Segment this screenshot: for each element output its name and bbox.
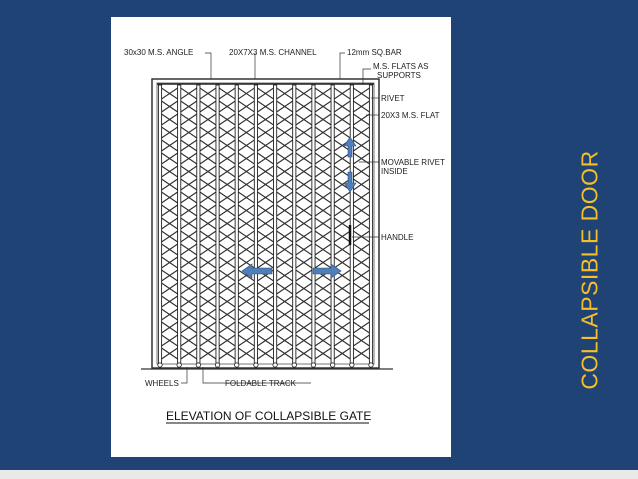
- lattice-strap: [256, 100, 275, 360]
- vertical-channel: [350, 85, 353, 364]
- wheel: [177, 363, 181, 367]
- lattice-strap: [275, 100, 294, 360]
- leader-lines: [181, 53, 379, 383]
- vertical-channel: [254, 85, 257, 364]
- label-flat: 20X3 M.S. FLAT: [381, 111, 440, 120]
- lattice-strap: [313, 100, 332, 360]
- wheel: [330, 363, 334, 367]
- vertical-channel: [293, 85, 296, 364]
- label-flats-line1: M.S. FLATS AS: [373, 62, 429, 71]
- label-handle: HANDLE: [381, 233, 414, 242]
- vertical-channel: [369, 85, 372, 364]
- label-rivet: RIVET: [381, 94, 405, 103]
- lattice-strap: [352, 100, 371, 360]
- vertical-channel: [216, 85, 219, 364]
- lattice-strap: [352, 100, 371, 360]
- lattice-strap: [218, 100, 237, 360]
- diagram-caption: ELEVATION OF COLLAPSIBLE GATE: [166, 409, 372, 423]
- lattice-strap: [294, 100, 313, 360]
- lattice-strap: [275, 100, 294, 360]
- wheel: [158, 363, 162, 367]
- wheel: [311, 363, 315, 367]
- label-movable-line2: INSIDE: [381, 167, 408, 176]
- bottom-strip: [0, 470, 638, 479]
- vertical-channel: [158, 85, 161, 364]
- label-angle: 30x30 M.S. ANGLE: [124, 48, 194, 57]
- lattice-strap: [160, 100, 179, 360]
- vertical-channel: [273, 85, 276, 364]
- wheel: [196, 363, 200, 367]
- wheel: [273, 363, 277, 367]
- label-flats-line2: SUPPORTS: [377, 71, 421, 80]
- label-movable-line1: MOVABLE RIVET: [381, 158, 445, 167]
- label-wheels: WHEELS: [145, 379, 179, 388]
- wheel: [292, 363, 296, 367]
- lattice-strap: [198, 100, 217, 360]
- vertical-channel: [178, 85, 181, 364]
- label-track: FOLDABLE TRACK: [225, 379, 296, 388]
- wheels-group: [158, 363, 373, 367]
- wheel: [235, 363, 239, 367]
- lattice-strap: [160, 100, 179, 360]
- vertical-channel: [331, 85, 334, 364]
- lattice: [160, 87, 371, 360]
- wheel: [369, 363, 373, 367]
- lattice-strap: [198, 100, 217, 360]
- vertical-channel: [197, 85, 200, 364]
- lattice-strap: [237, 100, 256, 360]
- lattice-strap: [218, 100, 237, 360]
- gate-elevation-diagram: [111, 17, 451, 457]
- lattice-strap: [294, 100, 313, 360]
- wheel: [350, 363, 354, 367]
- wheel: [215, 363, 219, 367]
- lattice-strap: [313, 100, 332, 360]
- lattice-strap: [179, 100, 198, 360]
- wheel: [254, 363, 258, 367]
- lattice-strap: [256, 100, 275, 360]
- vertical-channel: [235, 85, 238, 364]
- lattice-strap: [179, 100, 198, 360]
- vertical-channel: [312, 85, 315, 364]
- label-channel: 20X7X3 M.S. CHANNEL: [229, 48, 317, 57]
- slide-title: COLLAPSIBLE DOOR: [576, 150, 603, 390]
- lattice-strap: [237, 100, 256, 360]
- label-sqbar: 12mm SQ.BAR: [347, 48, 402, 57]
- diagram-panel: [111, 17, 451, 457]
